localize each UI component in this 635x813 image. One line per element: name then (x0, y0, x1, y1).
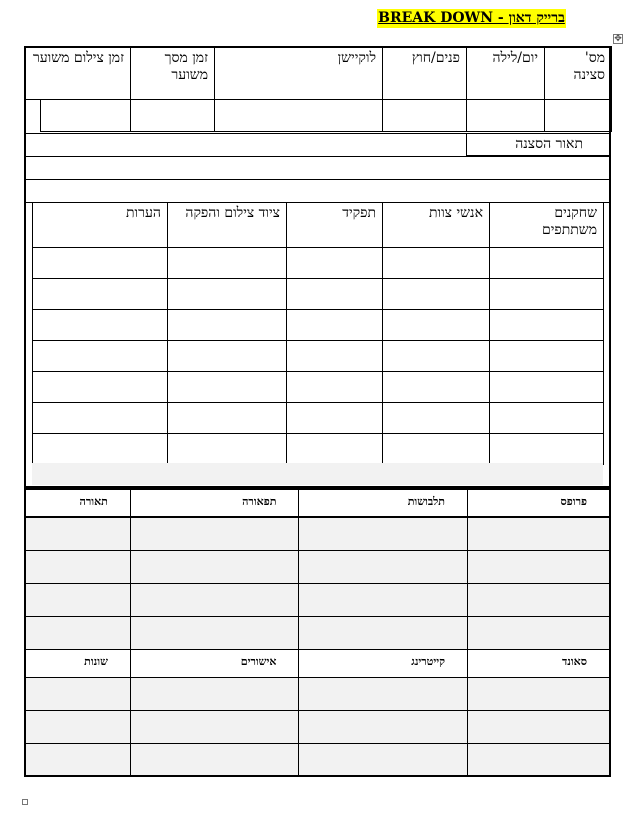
table-row (25, 583, 610, 616)
notes-cell[interactable] (33, 278, 168, 309)
equipment-cell[interactable] (168, 309, 287, 340)
catering-cell[interactable] (299, 677, 468, 710)
table-row (25, 616, 610, 649)
scene-description-label: תאור הסצנה (515, 136, 583, 152)
table-row (25, 550, 610, 583)
permits-header: אישורים (130, 649, 299, 677)
table-row (33, 402, 604, 433)
page-title: BREAK DOWN - ברייק דאון (378, 10, 565, 26)
notes-cell[interactable] (33, 402, 168, 433)
role-cell[interactable] (287, 340, 383, 371)
permits-cell[interactable] (130, 743, 299, 776)
equipment-cell[interactable] (168, 433, 287, 464)
crew-header: אנשי צוות (383, 202, 490, 247)
crew-cell[interactable] (383, 371, 490, 402)
scene-number-header: מס' סצינה (545, 47, 612, 100)
sound-header: סאונד (467, 649, 610, 677)
move-arrows-icon[interactable]: ✥ (614, 34, 622, 44)
table-row (33, 278, 604, 309)
actors-cell[interactable] (490, 278, 604, 309)
permits-cell[interactable] (130, 710, 299, 743)
costumes-cell[interactable] (299, 517, 468, 550)
day-night-cell[interactable] (467, 100, 545, 132)
role-cell[interactable] (287, 309, 383, 340)
table-row (25, 517, 610, 550)
crew-cell[interactable] (383, 340, 490, 371)
crew-cell[interactable] (383, 402, 490, 433)
costumes-header: תלבושות (299, 489, 468, 517)
props-cell[interactable] (467, 616, 610, 649)
screen-time-cell[interactable] (131, 100, 215, 132)
crew-cell[interactable] (383, 278, 490, 309)
actors-cell[interactable] (490, 309, 604, 340)
lighting-cell[interactable] (25, 616, 130, 649)
permits-cell[interactable] (130, 677, 299, 710)
misc-cell[interactable] (25, 743, 130, 776)
role-cell[interactable] (287, 433, 383, 464)
scene-description-line-1[interactable] (26, 157, 609, 179)
equipment-cell[interactable] (168, 340, 287, 371)
notes-cell[interactable] (33, 309, 168, 340)
costumes-cell[interactable] (299, 616, 468, 649)
set-cell[interactable] (130, 550, 299, 583)
actors-cell[interactable] (490, 402, 604, 433)
props-cell[interactable] (467, 583, 610, 616)
crew-cell[interactable] (383, 433, 490, 464)
equipment-cell[interactable] (168, 402, 287, 433)
catering-cell[interactable] (299, 710, 468, 743)
notes-cell[interactable] (33, 247, 168, 278)
table-row (33, 309, 604, 340)
notes-cell[interactable] (33, 340, 168, 371)
crew-cell[interactable] (383, 309, 490, 340)
int-ext-header: פנים/חוץ (383, 47, 467, 100)
sound-cell[interactable] (467, 743, 610, 776)
table-row (33, 247, 604, 278)
crew-cell[interactable] (383, 247, 490, 278)
actors-cell[interactable] (490, 340, 604, 371)
role-cell[interactable] (287, 402, 383, 433)
resize-handle-icon[interactable] (22, 799, 28, 805)
lighting-header: תאורה (25, 489, 130, 517)
equipment-cell[interactable] (168, 247, 287, 278)
role-cell[interactable] (287, 278, 383, 309)
actors-cell[interactable] (490, 433, 604, 464)
notes-header: הערות (33, 202, 168, 247)
props-cell[interactable] (467, 550, 610, 583)
role-header: תפקיד (287, 202, 383, 247)
shaded-strip (32, 463, 603, 485)
equipment-header: ציוד צילום והפקה (168, 202, 287, 247)
props-cell[interactable] (467, 517, 610, 550)
catering-header: קייטרינג (299, 649, 468, 677)
sound-cell[interactable] (467, 677, 610, 710)
shoot-time-cell[interactable] (41, 100, 131, 132)
sound-cell[interactable] (467, 710, 610, 743)
set-cell[interactable] (130, 583, 299, 616)
lighting-cell[interactable] (25, 517, 130, 550)
set-cell[interactable] (130, 616, 299, 649)
catering-cell[interactable] (299, 743, 468, 776)
role-cell[interactable] (287, 371, 383, 402)
misc-cell[interactable] (25, 710, 130, 743)
table-row (33, 433, 604, 464)
cast-crew-table (32, 202, 604, 465)
props-header: פרופס (467, 489, 610, 517)
spacer-cell (25, 100, 41, 132)
screen-time-header: זמן מסך משוער (131, 47, 215, 100)
actors-cell[interactable] (490, 247, 604, 278)
actors-cell[interactable] (490, 371, 604, 402)
location-cell[interactable] (215, 100, 383, 132)
equipment-cell[interactable] (168, 278, 287, 309)
lighting-cell[interactable] (25, 550, 130, 583)
department-header-row (25, 649, 610, 677)
scene-number-cell[interactable] (545, 100, 612, 132)
equipment-cell[interactable] (168, 371, 287, 402)
table-row (25, 710, 610, 743)
actors-header: שחקנים משתתפים (490, 202, 604, 247)
table-row (25, 677, 610, 710)
costumes-cell[interactable] (299, 550, 468, 583)
location-header: לוקיישן (215, 47, 383, 100)
department-header-row (25, 489, 610, 517)
day-night-header: יום/לילה (467, 47, 545, 100)
shoot-time-header: זמן צילום משוער (25, 47, 131, 100)
scene-header-table (24, 46, 612, 132)
scene-description-line-2[interactable] (26, 180, 609, 202)
role-cell[interactable] (287, 247, 383, 278)
lighting-cell[interactable] (25, 583, 130, 616)
departments-table (24, 488, 611, 777)
table-row (25, 743, 610, 776)
notes-cell[interactable] (33, 433, 168, 464)
misc-header: שונות (25, 649, 130, 677)
int-ext-cell[interactable] (383, 100, 467, 132)
scene-description-label-box (466, 133, 610, 156)
table-row (33, 340, 604, 371)
costumes-cell[interactable] (299, 583, 468, 616)
notes-cell[interactable] (33, 371, 168, 402)
table-row (33, 371, 604, 402)
misc-cell[interactable] (25, 677, 130, 710)
set-header: תפאורה (130, 489, 299, 517)
set-cell[interactable] (130, 517, 299, 550)
